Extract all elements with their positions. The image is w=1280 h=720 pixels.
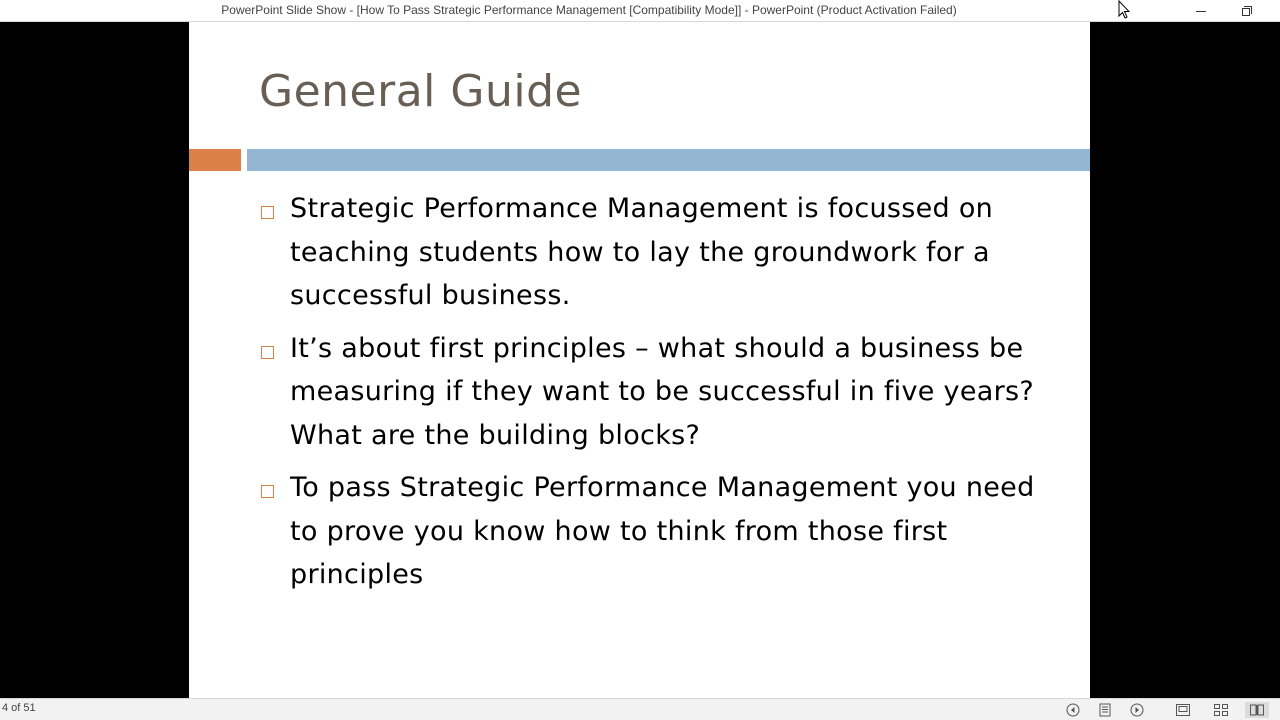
accent-bar-orange — [189, 149, 241, 171]
slide-sorter-icon[interactable] — [1213, 702, 1229, 718]
normal-view-icon[interactable] — [1175, 702, 1191, 718]
slide-title: General Guide — [259, 66, 583, 117]
accent-bar-blue — [247, 149, 1090, 171]
status-bar — [0, 698, 1280, 720]
slide-counter: 4 of 51 — [2, 702, 36, 714]
square-bullet-icon — [261, 206, 274, 219]
reading-view-icon[interactable] — [1245, 702, 1269, 718]
previous-slide-icon[interactable] — [1065, 702, 1081, 718]
mouse-cursor-icon — [1118, 0, 1130, 20]
square-bullet-icon — [261, 346, 274, 359]
bullet-text: To pass Strategic Performance Management you need to prove you know how to think from those first principles — [290, 472, 1035, 590]
window-title: PowerPoint Slide Show - [How To Pass Strategic Performance Management [Compatibility Mode]] - PowerPoint (Product Activation Failed) — [221, 3, 957, 17]
bullet-text: It’s about first principles – what should a business be measuring if they want to be successful in five years? What are the building blocks? — [290, 332, 1034, 451]
slide-menu-icon[interactable] — [1097, 702, 1113, 718]
restore-icon — [1242, 6, 1252, 16]
title-bar — [0, 0, 1280, 22]
restore-button[interactable] — [1224, 0, 1270, 22]
minimize-icon — [1196, 11, 1206, 12]
bullet-item — [259, 327, 1059, 458]
minimize-button[interactable] — [1178, 0, 1224, 22]
bullet-item — [259, 466, 1059, 597]
slide-canvas[interactable] — [189, 22, 1090, 698]
bullet-item — [259, 187, 1059, 318]
bullet-list — [259, 187, 1059, 606]
next-slide-icon[interactable] — [1129, 702, 1145, 718]
square-bullet-icon — [261, 485, 274, 498]
bullet-text: Strategic Performance Management is focussed on teaching students how to lay the groundwork for a successful business. — [290, 193, 994, 311]
